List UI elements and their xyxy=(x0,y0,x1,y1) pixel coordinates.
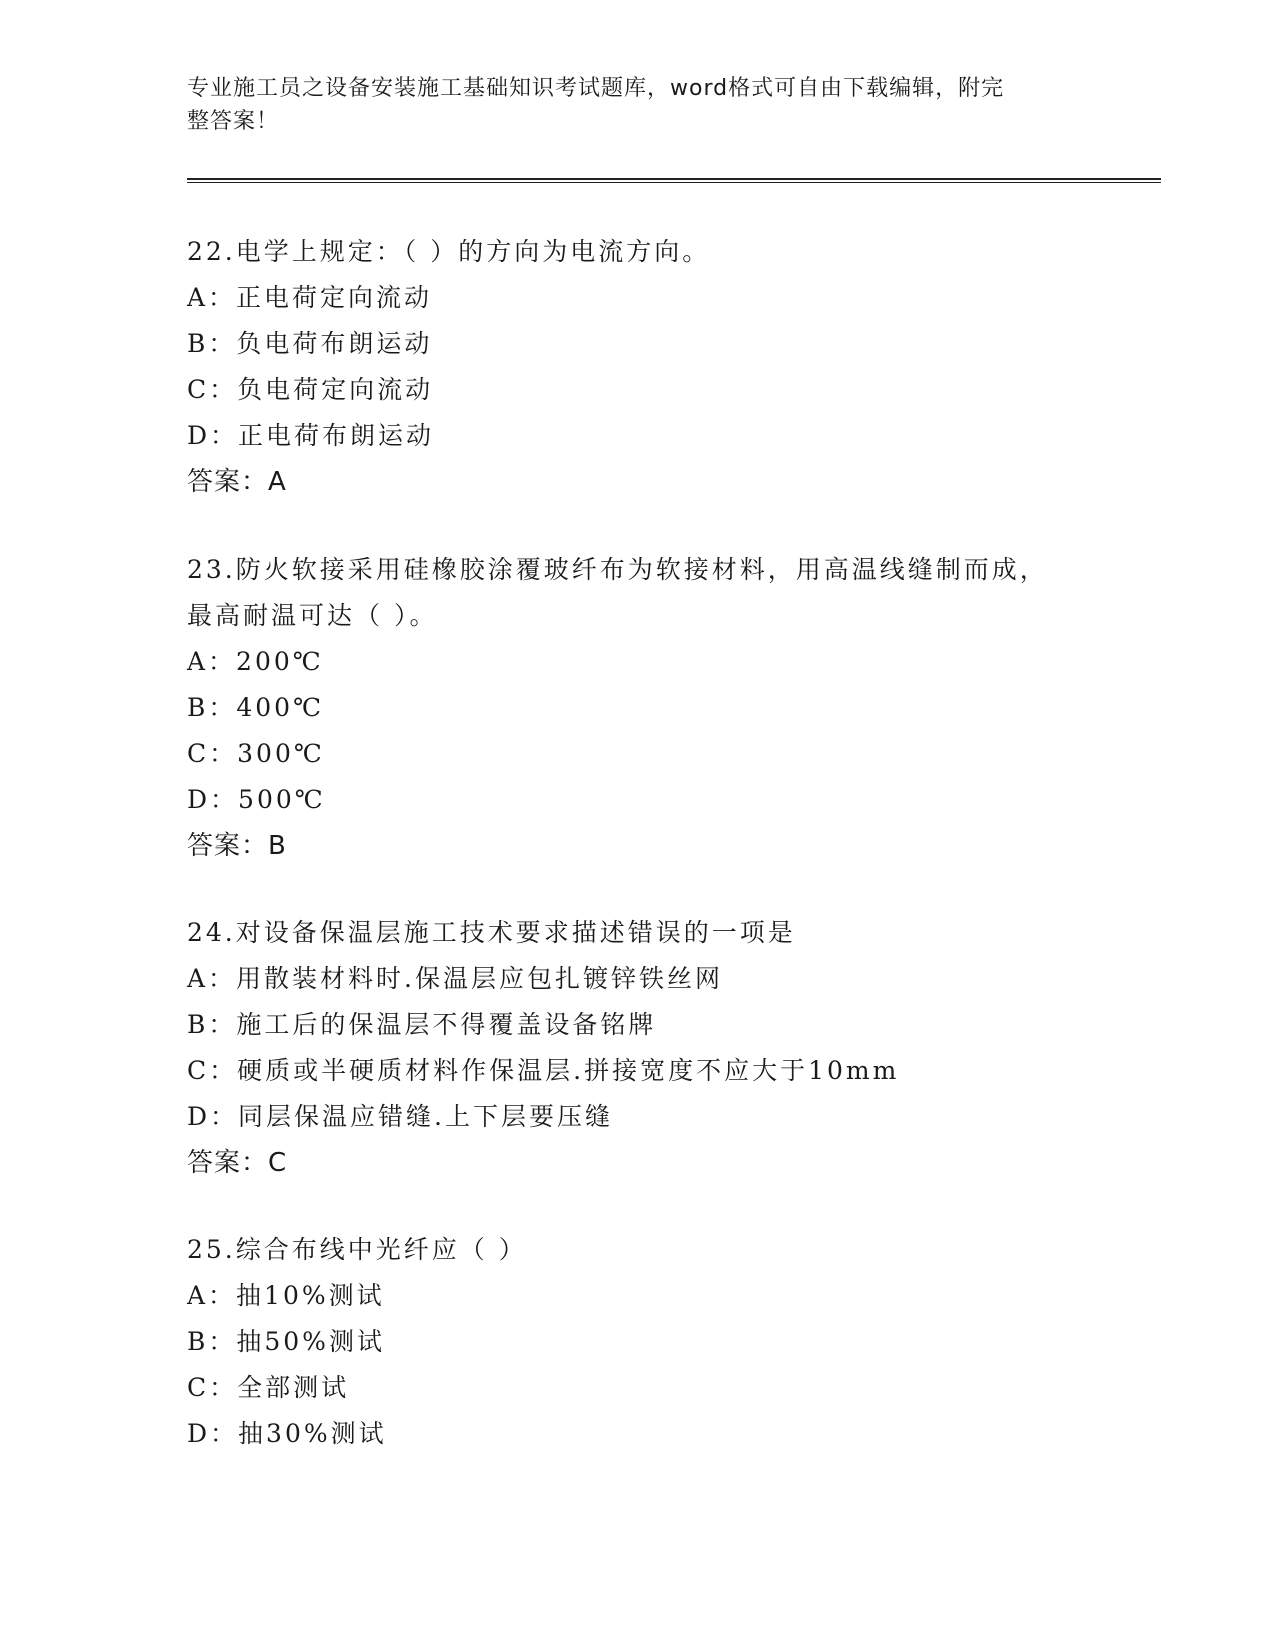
question-stem: 24.对设备保温层施工技术要求描述错误的一项是 xyxy=(187,918,796,947)
question-stem: 25.综合布线中光纤应（ ） xyxy=(187,1235,527,1264)
option-d: D：正电荷布朗运动 xyxy=(187,421,435,450)
option-a: A：正电荷定向流动 xyxy=(187,283,433,312)
header-divider xyxy=(187,178,1161,183)
document-header xyxy=(187,72,1087,138)
question-25 xyxy=(187,1227,1087,1457)
header-line-2: 整答案！ xyxy=(187,109,280,134)
option-b: B：抽50%测试 xyxy=(187,1327,385,1356)
option-c: C：负电荷定向流动 xyxy=(187,375,434,404)
question-22 xyxy=(187,229,1087,505)
answer-line: 答案：A xyxy=(187,467,287,497)
option-a: A：200℃ xyxy=(187,647,324,676)
question-24 xyxy=(187,910,1087,1186)
option-a: A：抽10%测试 xyxy=(187,1281,385,1310)
option-d: D：500℃ xyxy=(187,785,326,814)
option-c: C：全部测试 xyxy=(187,1373,350,1402)
option-a: A：用散装材料时.保温层应包扎镀锌铁丝网 xyxy=(187,964,724,993)
question-stem: 23.防火软接采用硅橡胶涂覆玻纤布为软接材料，用高温线缝制而成， xyxy=(187,555,1048,584)
answer-line: 答案：C xyxy=(187,1148,288,1178)
option-c: C：300℃ xyxy=(187,739,325,768)
option-b: B：施工后的保温层不得覆盖设备铭牌 xyxy=(187,1010,657,1039)
header-line-1: 专业施工员之设备安装施工基础知识考试题库，word格式可自由下载编辑，附完 xyxy=(187,76,1005,101)
option-b: B：负电荷布朗运动 xyxy=(187,329,433,358)
option-c: C：硬质或半硬质材料作保温层.拼接宽度不应大于10mm xyxy=(187,1056,900,1085)
option-b: B：400℃ xyxy=(187,693,325,722)
question-stem-cont: 最高耐温可达（ ）。 xyxy=(187,601,438,630)
answer-line: 答案：B xyxy=(187,831,287,861)
option-d: D：抽30%测试 xyxy=(187,1419,387,1448)
question-stem: 22.电学上规定：（ ）的方向为电流方向。 xyxy=(187,237,711,266)
question-23 xyxy=(187,547,1087,869)
option-d: D：同层保温应错缝.上下层要压缝 xyxy=(187,1102,613,1131)
